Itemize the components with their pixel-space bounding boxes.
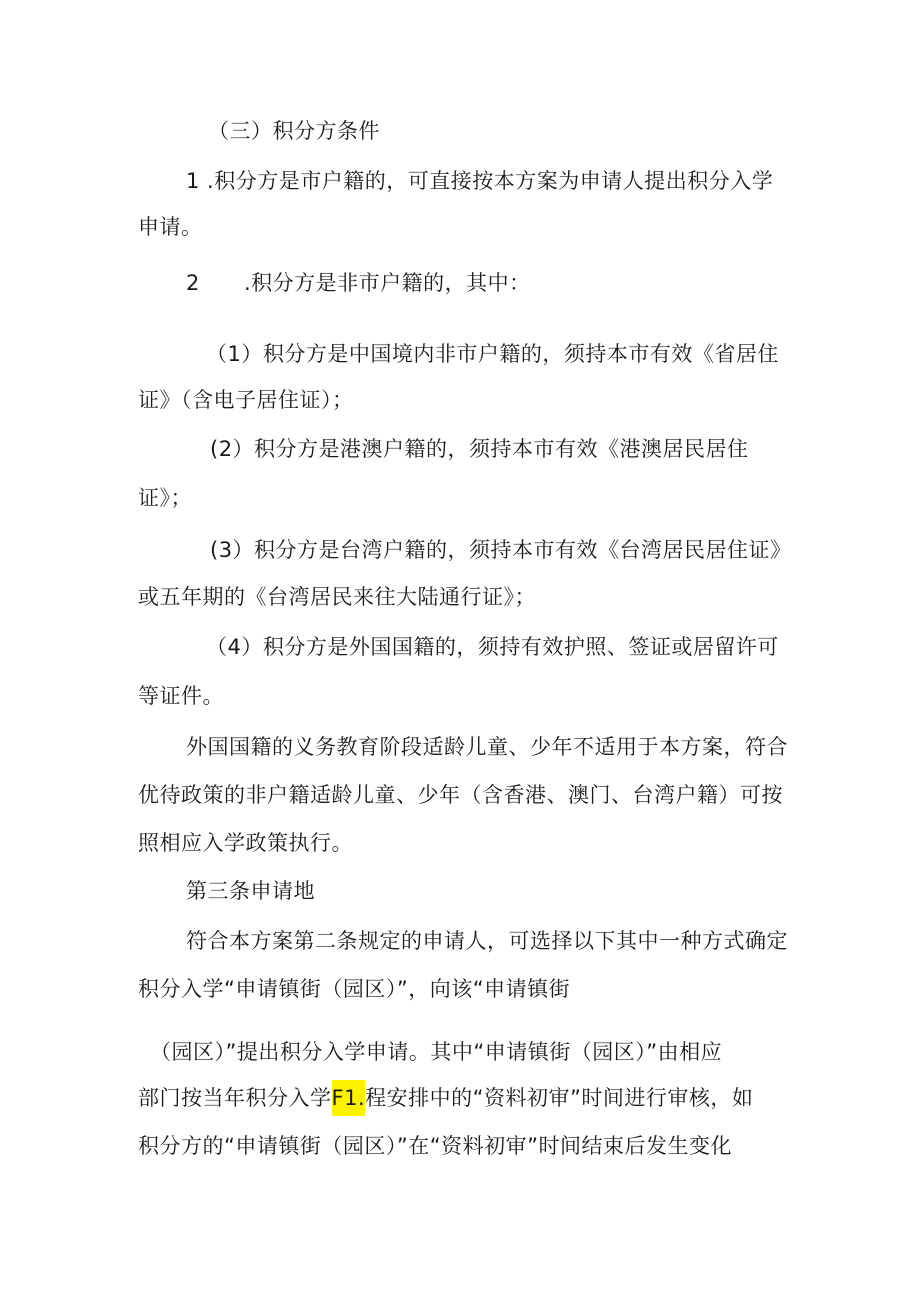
sub-item-3-line-1: (3）积分方是台湾户籍的，须持本市有效《台湾居民居住证》 — [210, 538, 792, 562]
sub-item-3-line-2: 或五年期的《台湾居民来往大陆通行证》； — [138, 585, 536, 609]
section-heading: （三）积分方条件 — [208, 119, 380, 143]
article-3-line-4 — [138, 1084, 753, 1112]
sub-item-2-line-2: 证》； — [138, 486, 192, 510]
sub-item-2-line-1: (2）积分方是港澳户籍的，须持本市有效《港澳居民居住 — [210, 437, 749, 461]
article-3-line-1: 符合本方案第二条规定的申请人，可选择以下其中一种方式确定 — [186, 929, 788, 953]
paragraph-line-2: 优待政策的非户籍适龄儿童、少年（含香港、澳门、台湾户籍）可按 — [138, 783, 783, 807]
item-1-line-2: 申请。 — [138, 215, 203, 239]
item-2-text: .积分方是非市户籍的，其中： — [244, 271, 531, 295]
sub-item-1-line-2: 证》（含电子居住证）； — [138, 388, 354, 412]
item-2-number: 2 — [186, 271, 200, 295]
article-3-line-4-after: 程安排中的“资料初审”时间进行审核，如 — [365, 1086, 754, 1110]
sub-item-4-line-2: 等证件。 — [138, 684, 224, 708]
paragraph-line-3: 照相应入学政策执行。 — [138, 831, 353, 855]
article-3-line-2: 积分入学“申请镇街（园区）”，向该“申请镇街 — [138, 977, 571, 1001]
highlighted-text: F1. — [332, 1080, 366, 1116]
paragraph-line-1: 外国国籍的义务教育阶段适龄儿童、少年不适用于本方案，符合 — [186, 735, 788, 759]
article-3-line-4-before: 部门按当年积分入学 — [138, 1086, 332, 1110]
article-3-title: 第三条申请地 — [186, 879, 315, 903]
sub-item-4-line-1: （4）积分方是外国国籍的，须持有效护照、签证或居留许可 — [206, 635, 779, 659]
article-3-line-3: （园区）”提出积分入学申请。其中“申请镇街（园区）”由相应 — [150, 1040, 723, 1064]
item-1-line-1: 1 .积分方是市户籍的，可直接按本方案为申请人提出积分入学 — [186, 169, 774, 193]
sub-item-1-line-1: （1）积分方是中国境内非市户籍的，须持本市有效《省居住 — [206, 342, 779, 366]
article-3-line-5: 积分方的“申请镇街（园区）”在“资料初审”时间结束后发生变化 — [138, 1134, 733, 1158]
